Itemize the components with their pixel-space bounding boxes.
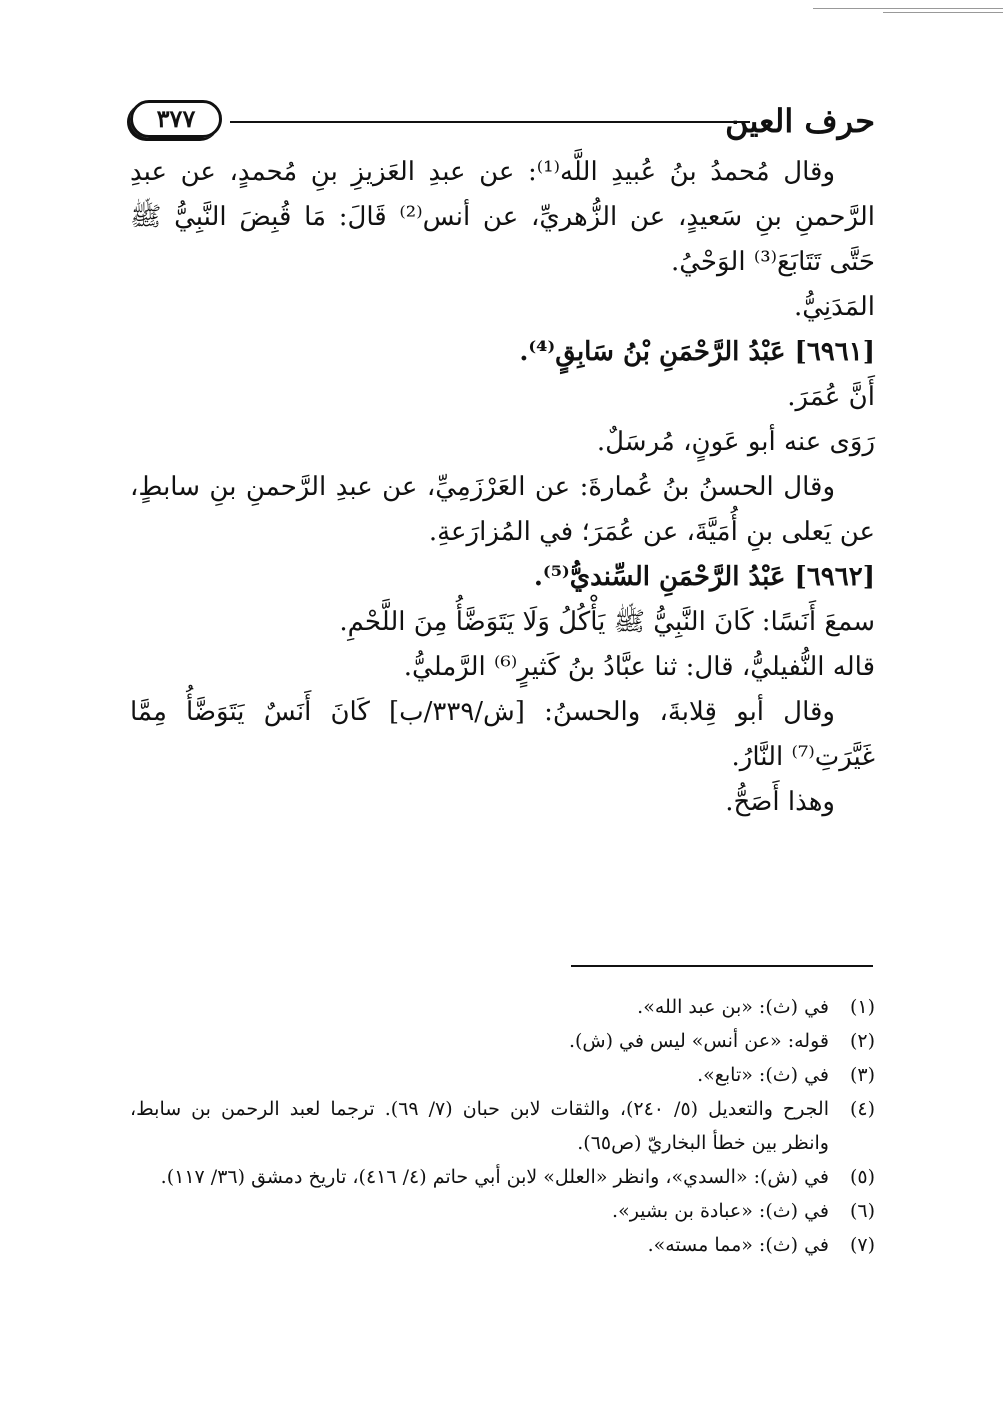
paragraph: قاله النُّفيليُّ، قال: ثنا عبَّادُ بنُ كَثيرٍ⁽⁶⁾ الرَّمليُّ. xyxy=(403,652,875,682)
footnote-number: (٧) xyxy=(849,1234,875,1256)
footnote-number: (٥) xyxy=(849,1166,875,1188)
paragraph: وقال مُحمدُ بنُ عُبيدِ اللَّه⁽¹⁾: عن عبدِ العَزيزِ بنِ مُحمدٍ، عن عبدِ الرَّحمنِ بنِ سَعيدٍ، عن الزُّهريِّ، عن أنس⁽²⁾ قَالَ: مَا قُبِضَ النَّبِيُّ ﷺ حَتَّى تَتَابَعَ⁽³⁾ الوَحْيُ. xyxy=(130,157,875,277)
footnote-number: (٦) xyxy=(849,1200,875,1222)
footnote-number: (١) xyxy=(849,996,875,1018)
paragraph: سمعَ أَنَسًا: كَانَ النَّبِيُّ ﷺ يَأْكُلُ وَلَا يَتَوَضَّأُ مِنَ اللَّحْمِ. xyxy=(339,607,875,637)
header-rule xyxy=(230,121,750,123)
paragraph: أَنَّ عُمَرَ. xyxy=(787,382,875,412)
footnote-item xyxy=(130,1228,875,1262)
footnote-number: (٢) xyxy=(849,1030,875,1052)
entry-heading: [٦٩٦١] عَبْدُ الرَّحْمَنِ بْنُ سَابِقٍ⁽⁴⁾. xyxy=(519,337,875,367)
main-text xyxy=(130,150,875,825)
footnote-text: في (ث): «مما مسته». xyxy=(647,1234,829,1256)
footnote-item xyxy=(130,1092,875,1160)
footnote-item xyxy=(130,990,875,1024)
entry-heading: [٦٩٦٢] عَبْدُ الرَّحْمَنِ السِّنديُّ⁽⁵⁾. xyxy=(533,562,875,592)
footnote-separator xyxy=(571,965,873,967)
footnote-item xyxy=(130,1194,875,1228)
chapter-title: حرف العين xyxy=(725,102,875,140)
page-number-badge: ٣٧٧ xyxy=(130,100,222,138)
footnote-item xyxy=(130,1058,875,1092)
paragraph: وقال أبو قِلابةَ، والحسنُ: [ش/٣٣٩/ب] كَانَ أَنَسٌ يَتَوَضَّأُ مِمَّا غَيَّرَتِ⁽⁷⁾ النَّارُ. xyxy=(130,697,875,772)
paragraph: وهذا أَصَحُّ. xyxy=(725,787,835,817)
footnote-text: في (ث): «عبادة بن بشير». xyxy=(612,1200,829,1222)
footnote-number: (٣) xyxy=(849,1064,875,1086)
footnote-number: (٤) xyxy=(849,1098,875,1120)
footnote-text: في (ث): «تابع». xyxy=(697,1064,829,1086)
paragraph: المَدَنِيُّ. xyxy=(794,292,875,322)
footnote-text: في (ش): «السدي»، وانظر «العلل» لابن أبي حاتم (٤/ ٤١٦)، تاريخ دمشق (٣٦/ ١١٧). xyxy=(160,1166,829,1188)
footnote-text: في (ث): «بن عبد الله». xyxy=(637,996,829,1018)
paragraph: رَوَى عنه أبو عَونٍ، مُرسَلٌ. xyxy=(596,427,875,457)
page-header xyxy=(130,96,875,146)
paragraph: وقال الحسنُ بنُ عُمارةَ: عن العَرْزَمِيِّ، عن عبدِ الرَّحمنِ بنِ سابطٍ، عن يَعلى بنِ أُمَيَّةَ، عن عُمَرَ؛ في المُزارَعةِ. xyxy=(130,472,875,547)
footnote-text: الجرح والتعديل (٥/ ٢٤٠)، والثقات لابن حبان (٧/ ٦٩). ترجما لعبد الرحمن بن سابط، وانظر بين خطأ البخاريّ (ص٦٥). xyxy=(130,1098,830,1154)
footnote-text: قوله: «عن أنس» ليس في (ش). xyxy=(568,1030,829,1052)
footnote-item xyxy=(130,1024,875,1058)
top-edge-rule xyxy=(813,8,1003,9)
top-edge-rule-short xyxy=(883,12,1003,13)
footnote-item xyxy=(130,1160,875,1194)
footnotes xyxy=(130,990,875,1262)
